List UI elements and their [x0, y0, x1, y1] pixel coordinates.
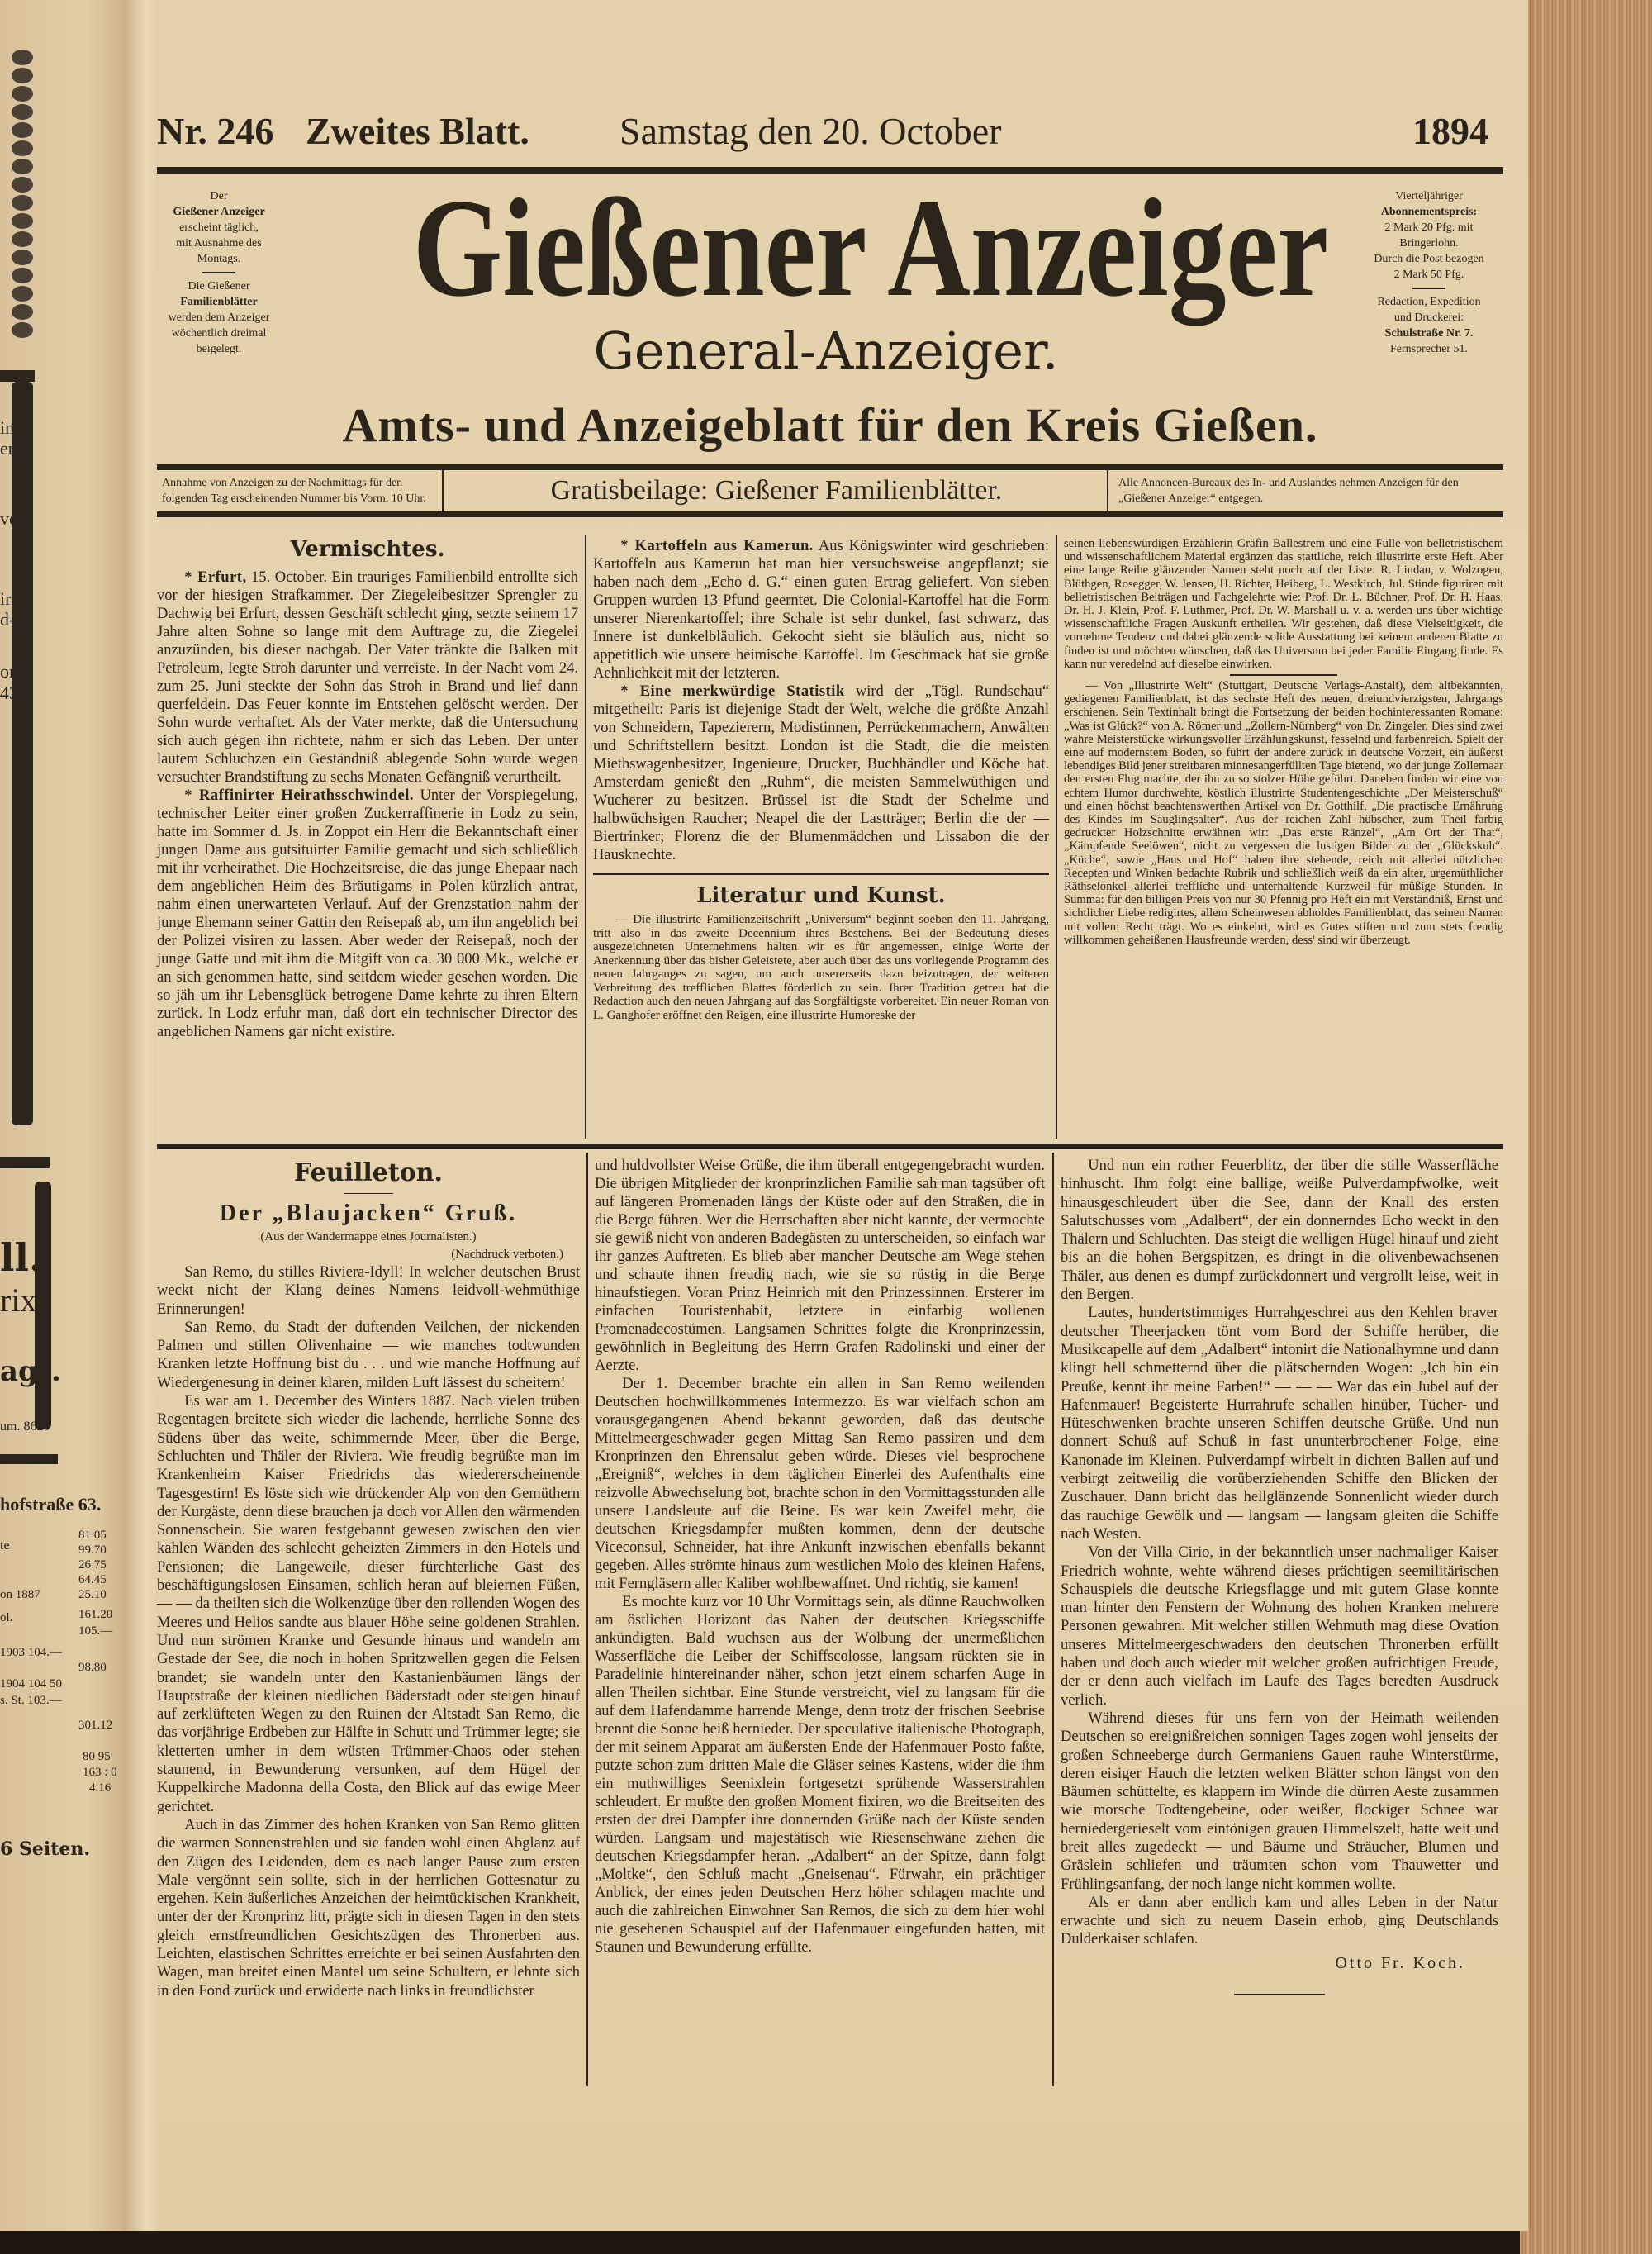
fragment: d- — [0, 609, 16, 630]
author-signature: Otto Fr. Koch. — [1335, 1953, 1465, 1972]
fragment: 161.20 — [78, 1608, 113, 1621]
news-item-text: wird der „Tägl. Rundschau“ mitgetheilt: Paris ist diejenige Stadt der Welt, welche die größte Anzahl von Schneidern, Tapezierern, Modistinnen, Perrückenmachern, Anwälten und Schriftstellern besitzt. London ist die Stadt, die die meisten Miethswagenbesitzer, Ingenieure, Drucker, Buchhändler und Köche hat. Amsterdam genießt den „Ruhm“, die meisten Sammelwüthigen und Wucherer zu besitzen. Brüssel ist die Stadt der Schelme und halbwüchsigen Raucher; Neapel die der Lastträger; Berlin die der — Biertrinker; Florenz die der Blumenmädchen und Lissabon die der Hausknechte. — [593, 683, 1050, 863]
fragment: 163 : 0 — [83, 1766, 117, 1779]
box-rule-top — [157, 464, 1503, 470]
border-bar-vertical — [12, 382, 33, 1125]
fragment: 26 75 — [78, 1558, 107, 1572]
newspaper-title: Gießener Anzeiger — [412, 170, 1329, 326]
column-divider — [586, 1153, 588, 2086]
info-line: erscheint täglich, — [179, 221, 259, 234]
info-line: und Druckerei: — [1393, 311, 1464, 324]
info-line: Abonnementspreis: — [1380, 206, 1478, 218]
review-paragraph: — Von „Illustrirte Welt“ (Stuttgart, Deutsche Verlags-Anstalt), dem altbekannten, gediegenen Familienblatt, ist das sechste Heft des neuen, dreiundvierzigsten, Jahrgangs erschienen. Sein Textinhalt bringt die Fortsetzung der beiden hochinteressanten Romane: „Was ist Glück?“ von A. Römer und „Zollern-Nürnberg“ von Dr. Zingeler. Dies sind zwei wahre Meisterstücke wirkungsvoller Erzählungskunst, fesselnd und farbenreich. Spielt der eine auf modernstem Boden, so führt der andere zurück in deutsche Vorzeit, ein äußerst lebendiges Bild jener streitbaren minnesangerfüllten Tage bietend, wo der junge Zollernaar den ersten Flug machte, der ihn zu so stolzer Höhe geführt. Daneben finden wir eine von echtem Humor durchwehte, köstlich illustrirte Studentengeschichte „Der Meisterschuß“ und einen höchst beachtenswerthen Artikel von Dr. Gotthilf, „Die practische Ernährung des Kindes im Säuglingsalter“. Aus der reichen Zahl hübscher, zum Theil farbig gedruckter Holzschnitte erwähnen wir: „Das erste Ränzel“, „Am Ort der That“, „Kämpfende Seelöwen“, nicht zu vergessen die lustigen Bilder zu der „Glückskuh“. „Küche“, sowie „Haus und Hof“ haben ihre stehende, reich mit allerlei nützlichen Recepten und Winken bedachte Rubrik und schließlich weiß da ein alter, urgemüthlicher Räthselonkel allerlei treffliche und unterhaltende Kurzweil für müßige Stunden. In Summa: für den billigen Preis von nur 30 Pfennig pro Heft ein mit Verständniß, Ernst und sichtlicher Liebe redigirtes, allem Scheinwesen abholdes Familienblatt, das seinen Namen mit vollem Recht trägt. Wo es einkehrt, wird es Gutes stiften und zum stets freudig willkommen geheißenen Hausfreunde werden, dess' sind wir überzeugt. — [1064, 679, 1503, 947]
fragment: hofstraße 63. — [0, 1494, 102, 1515]
review-paragraph: seinen liebenswürdigen Erzählerin Gräfin Ballestrem und eine Fülle von belletristischem und wissenschaftlichem Material ergänzen das stattliche, reich illustrirte erste Heft. Aber eine lange Reihe glänzender Namen steht noch auf der Liste: R. Lindau, v. Wolzogen, Blüthgen, Rosegger, W. Jensen, H. Richter, Heiberg, L. Westkirch, Jul. Stinde figuriren mit belletristischen Beiträgen und Fachgelehrte wie: Prof. Dr. L. Büchner, Prof. Dr. H. Haas, Dr. H. J. Klein, Prof. F. Luthmer, Prof. Dr. W. Marshall u. v. a. werden uns über wichtige wissenschaftliche Fragen Auskunft ertheilen. Wir gestehen, daß diese Vielseitigkeit, die vornehme Tendenz und dabei glänzende solide Ausstattung bei keinem anderen Blatte zu finden ist und möchten wünschen, daß das Universum bei jeder Familie Eingang finde. Es kann nur veredelnd auf dieselbe einwirken. — [1064, 537, 1503, 671]
box-rule-bottom — [157, 511, 1503, 517]
previous-page-edge — [0, 0, 124, 2231]
fragment: 81 05 — [78, 1529, 107, 1542]
ornamental-border — [12, 50, 33, 338]
info-line: 2 Mark 50 Pfg. — [1393, 269, 1464, 281]
news-item-text: Unter der Vorspiegelung, technischer Leiter einer großen Zuckerraffinerie in Lodz zu sein, hatte im Sommer d. Js. in Zoppot ein Herr die Bekanntschaft einer jungen Dame aus gutsituirter Familie gemacht und sich schließlich mit ihr verheirathet. Die Hochzeitsreise, die das junge Ehepaar nach dem angeblichen Heim des Bräutigams in Polen kürzlich antrat, nahm einen unerwarteten Verlauf. Auf der Grenzstation nahm der junge Ehemann seiner Gattin den Reisepaß ab, um ihn angeblich bei der Polizei visiren zu lassen. Aber weder der Reisepaß, noch der junge Gatte und mit ihm die Mitgift von ca. 30 000 Mk., welche er an sich genommen hatte, sind seitdem wieder gesehen worden. Die so jäh um ihr Lebensglück betrogene Dame kehrte zu ihren Eltern zurück. In Lodz erfuhr man, daß dort ein technischer Director des angeblichen Namens gar nicht existire. — [157, 787, 578, 1040]
column-divider — [1056, 535, 1057, 1139]
column-divider — [1052, 1153, 1054, 2086]
fragment: im — [0, 417, 20, 438]
story-paragraph: Es war am 1. December des Winters 1887. Nach vielen trüben Regentagen breitete sich wieder die lachende, herrliche Sonne des Südens über das weite, schimmernde Meer, über die Berge, Schluchten und Thäler der Riviera. Wie freudig begrüßte man im Krankenheim Kaiser Friedrichs das wiedererscheinende Tagesgestirn! Es löste sich wie drückender Alp von den Gemüthern der Kurgäste, denn diese brauchen ja doch vor Allen den wärmenden Sonnenschein. Sie waren festgebannt gewesen zwischen den vier kahlen Wänden des schlecht geheizten Zimmers in den Hotels und Pensionen; die Langeweile, dieser fürchterliche Gast des beschäftigungslosen Einsamen, schlich heran auf bleiernen Füßen, — — da theilten sich die Wolkenzüge über den rollenden Wogen des Meeres und Helios sandte aus blauer Höhe seine goldenen Strahlen. Und nun strömen Kranke und Gesunde hinaus und wandeln am Gestade der See, die noch in hohen Spritzwellen gegen die Felsen brandet; sie wandeln unter den Kastanienbäumen längs der Hauptstraße der kleinen niedlichen Bäderstadt oder steigen hinauf auf zerklüfteten Wegen zu den Ruinen der Altstadt San Remo, die das vorjährige Erdbeben zur Hälfte in Schutt und Trümmer legte; sie kletterten umher in dem wüsten Trümmer-Chaos oder stehen staunend, in Bewunderung versunken, auf dem Hügel der Kuppelkirche Madonna della Costa, den Blick auf das ewige Meer gerichtet. — [157, 1393, 580, 1815]
feuilleton-column-1 — [157, 1157, 580, 2000]
news-item-lead: * Raffinirter Heirathsschwindel. — [184, 787, 415, 804]
info-line: wöchentlich dreimal — [171, 327, 267, 340]
story-title: Der „Blaujacken“ Gruß. — [219, 1201, 518, 1226]
news-item — [157, 568, 578, 787]
free-supplement-notice: Gratisbeilage: Gießener Familienblätter. — [550, 475, 1003, 506]
fragment: en. — [0, 438, 22, 459]
fragment: 98.80 — [78, 1661, 107, 1674]
fragment: 25.10 — [78, 1588, 107, 1601]
fragment: on 1887 — [0, 1588, 40, 1601]
border-bar — [0, 370, 35, 382]
fragment: 1904 104 50 — [0, 1677, 62, 1690]
fragment: ag). — [0, 1355, 61, 1388]
fragment: 80 95 — [83, 1750, 111, 1763]
info-line: 2 Mark 20 Pfg. mit — [1384, 221, 1474, 234]
feuilleton-column-2 — [595, 1157, 1045, 1957]
info-line: Familienblätter — [180, 296, 258, 308]
info-line: Redaction, Expedition — [1377, 296, 1481, 308]
story-paragraph: Während dieses für uns fern von der Heimath weilenden Deutschen so ereignißreichen sonnigen Tages zogen wohl jenseits der großen Schneeberge durch Germaniens Gauen rauhe Winterstürme, deren eisiger Hauch die letzten welken Blätter schon längst von den Bäumen schüttelte, es klappern im Winde die dürren Aeste zusammen wie morsche Todtengebeine, oder weißer, flockiger Schnee war herniedergerieselt vom eintönigen grauen Himmelszelt, hatte weit und breit alles zugedeckt — und Bäume und Sträucher, Blumen und Gräslein schliefen und träumten schon vom Thauwetter und Frühlingsanfang, der noch lange nicht kommen wollte. — [1061, 1710, 1498, 1893]
fragment: von — [0, 508, 27, 529]
fragment: s. St. 103.— — [0, 1694, 62, 1707]
issue-number: Nr. 246 — [157, 110, 274, 152]
fragment: 301.12 — [78, 1719, 113, 1732]
border-bar — [0, 1157, 50, 1168]
news-item-text: 15. October. Ein trauriges Familienbild entrollte sich vor der hiesigen Strafkammer. Der Ziegeleibesitzer Sprengler zu Dachwig bei Erfurt, dessen Geschäft schlecht ging, setzte seinem 17 Jahre alten Sohne so lange mit dem Auftrage zu, die Ziegelei anzuzünden, bis dieser nachgab. Der Vater tränkte die Balken mit Petroleum, legte Stroh darunter und verreiste. In der Nacht vom 24. zum 25. Juni steckte der Sohn das Stroh in Brand und lief dann querfeldein. Das Feuer konnte im Entstehen gelöscht werden. Der Sohn wurde verhaftet. Als der Vater merkte, daß die Untersuchung sich auch gegen ihn richtete, nahm er sich das Leben. Der unter lautem Schluchzen ein Geständniß ablegende Sohn wurde wegen versuchter Brandstiftung zu sechs Monaten Gefängniß verurtheilt. — [157, 569, 578, 786]
info-line: Schulstraße Nr. 7. — [1384, 327, 1474, 340]
fragment: 6 Seiten. — [0, 1838, 91, 1860]
story-paragraph: Der 1. December brachte ein allen in San Remo weilenden Deutschen hochwillkommenes Intermezzo. Es war vielfach schon am vorausgegangenen Abend bekannt geworden, daß das deutsche Mittelmeergeschwader gegen Mittag San Remo passiren und dem Kronprinzen den Ehrensalut geben würde. Dieses viel besprochene „Ereigniß“, welches in dem täglichen Einerlei des Aufenthalts eine reizvolle Abwechselung bot, brachte schon in den Vormittagsstunden alle unsere Landsleute auf die Beine. Es war kein Zweifel mehr, die deutschen Kriegsdampfer mußten kommen, denn der deutsche Viceconsul, Schneider, hat ihre Ankunft inzwischen ebenfalls bekannt gegeben. Alles strömte hinaus zum westlichen Molo des kleinen Hafens, mit Ferngläsern aller Kaliber wohlbewaffnet. Und richtig, sie kamen! — [595, 1376, 1045, 1592]
agencies-notice: Alle Annoncen-Bureaux des In- und Auslandes nehmen Anzeigen für den „Gießener Anzeiger“ entgegen. — [1118, 477, 1459, 505]
fragment: irf — [0, 588, 17, 609]
column-vermischtes — [157, 535, 578, 1041]
feuilleton-column-3 — [1061, 1157, 1498, 1995]
news-item — [157, 787, 578, 1041]
reprint-notice: (Nachdruck verboten.) — [451, 1248, 563, 1261]
story-paragraph: Lautes, hundertstimmiges Hurrahgeschrei aus den Kehlen braver deutscher Theerjacken tönt vom Bord der Schiffe herüber, die Musikcapelle auf dem „Adalbert“ intonirt die Nationalhymne und dann klingt hell schmetternd über die plätschernden Wogen: „Ich bin ein Preuße, kennt ihr meine Farben!“ — — — War das ein Jubel auf der Hafenmauer! Begeisterte Hurrahrufe schallen hinüber, Tücher- und Hüteschwenken brachte unseren Schiffen deutsche Grüße. Und nun donnert Schuß auf Schuß in fast ununterbrochener Folge, eine Kanonade im Kleinen. Pulverdampf wirbelt in dichten Ballen auf und verbirgt zeitweilig die vorüberziehenden Schiffe den Blicken der Zuschauer. Dann bricht das hellglänzende Sonnenlicht wieder durch das rauchige Gewölk und — langsam — langsam gleiten die Schiffe nach Westen. — [1061, 1305, 1498, 1543]
info-line: Durch die Post bezogen — [1374, 253, 1484, 265]
info-line: Die Gießener — [188, 280, 250, 292]
info-line: mit Ausnahme des — [176, 237, 262, 250]
fragment: 99.70 — [78, 1543, 107, 1557]
border-bar — [0, 1454, 58, 1464]
subscription-info — [1355, 188, 1503, 357]
story-paragraph: Von der Villa Cirio, in der bekanntlich unser nachmaliger Kaiser Friedrich wohnte, wehte während dieses prächtigen seemilitärischen Schauspiels die deutsche Kriegsflagge und mit gutem Glase konnte man hinter den Fenstern der Wohnung des hohen Kranken mehrere Personen gewahren. Mit welcher stillen Wehmuth mag diese Ovation unseres Mittelmeergeschwaders den deutschen Thronerben erfüllt haben und doch auch wieder mit welcher großen aufrichtigen Freude, der er denn auch vielfach im Laufe des Tages beredten Ausdruck verlieh. — [1061, 1544, 1498, 1709]
binding-shadow — [0, 2231, 1520, 2254]
story-paragraph: San Remo, du stilles Riviera-Idyll! In welcher deutschen Brust weckt nicht der Klang deines Namens leidvoll-wehmüthige Erinnerungen! — [157, 1264, 580, 1318]
news-item-lead: * Erfurt, — [184, 569, 247, 586]
info-line: Der — [210, 190, 228, 202]
fragment: 43 — [0, 682, 18, 703]
ad-deadline-notice: Annahme von Anzeigen zu der Nachmittags für den folgenden Tag erscheinenden Nummer bis Vorm. 10 Uhr. — [162, 477, 426, 505]
sheet-label: Zweites Blatt. — [306, 110, 529, 152]
section-heading: Vermischtes. — [290, 537, 445, 562]
fragment: 4.16 — [89, 1781, 112, 1795]
fragment: 64.45 — [78, 1573, 107, 1586]
publication-info — [157, 188, 281, 357]
news-item — [593, 682, 1049, 864]
info-line: Montags. — [197, 253, 241, 265]
fragment: rix) — [0, 1282, 48, 1319]
story-paragraph: Und nun ein rother Feuerblitz, der über die stille Wasserfläche hinhuscht. Ihm folgt eine ballige, weiße Pulverdampfwolke, weit hinausgeschleudert über die See, dann der Knall des ersten Salutschusses vom „Adalbert“, der ein donnerndes Echo weckt in den Thälern und Schluchten. Das steigt die welligen Hügel hinauf und zieht bis an die hohen Bergspitzen, es dringt in die olivenbewachsenen Thäler, aus denen es dumpf zurückdonnert und vergrollt leise, weit in den Bergen. — [1061, 1158, 1498, 1304]
news-item-lead: * Eine merkwürdige Statistik — [620, 683, 845, 700]
news-item-lead: * Kartoffeln aus Kamerun. — [620, 538, 814, 554]
fragment: on — [0, 661, 18, 682]
section-heading: Literatur und Kunst. — [696, 883, 946, 908]
story-paragraph: und huldvollster Weise Grüße, die ihm überall entgegengebracht wurden. Die übrigen Mitglieder der kronprinzlichen Familie sah man tagsüber oft auf längeren Promenaden längs der Küste oder auf den Straßen, die in die Berge führen. Wer die Herrschaften aber nicht kannte, der vermochte sie gewiß nicht von anderen Badegästen zu unterscheiden, so einfach war ihr ganzes Auftreten. Es blieb aber mancher Deutsche am Wege stehen und schaute ihnen freudig nach, wie sie so rüstig in die Berge hinaufstiegen. Voran Prinz Heinrich mit den Prinzessinnen. Ersterer im einfachen Touristenhabit, letztere in einfarbig wollenen Promenadecostümen. Langsamen Schrittes folgte die Kronprinzessin, gewöhnlich in Begleitung des Herrn Grafen Radolinski und einer der Aerzte. — [595, 1158, 1045, 1374]
news-item — [593, 537, 1049, 682]
newspaper-subtitle: General-Anzeiger. — [593, 321, 1059, 381]
column-divider — [585, 535, 586, 1139]
page-stack-edge — [1516, 0, 1652, 2254]
issue-date: Samstag den 20. October — [620, 110, 1002, 152]
column-middle — [593, 537, 1049, 1022]
issue-year: 1894 — [1412, 110, 1488, 152]
info-line: beigelegt. — [196, 343, 242, 355]
story-subtitle: (Aus der Wandermappe eines Journalisten.) — [260, 1230, 477, 1244]
section-rule — [157, 1144, 1503, 1149]
newspaper-page — [157, 0, 1528, 2231]
fragment: ol. — [0, 1611, 13, 1624]
info-line: Bringerlohn. — [1399, 237, 1459, 250]
info-line: Gießener Anzeiger — [173, 206, 265, 218]
story-paragraph: Es mochte kurz vor 10 Uhr Vormittags sein, als dünne Rauchwolken am östlichen Horizont das Nahen der deutschen Kriegsschiffe ankündigten. Bald wuchsen aus der Wölbung der unermeßlichen Wasserfläche die Leiber der Schiffscolosse, langsam rückten sie in Paradelinie hintereinander näher, schon jetzt einem scharfen Auge in allen Theilen sichtbar. Eine Stunde verstreicht, viel zu langsam für die auf dem Hafendamme harrende Menge, denn trotz der frischen Seebrise brennt die Sonne heiß hernieder. Der speculative italienische Photograph, der mit seinem Apparat am äußersten Ende der Hafenmauer Posto faßte, putzte schon zum dritten Male die Gläser seines Kastens, wider die ihm ein muthwilliges Seenixlein fortgesetzt sprühende Wasserstrahlen schleudert. Er mußte den großen Moment fixiren, wo die Breitseiten des ersten der drei Dampfer ihre donnernden Grüße nach der Küste senden würden. Langsam und majestätisch wie Riesenschwäne ziehen die deutschen Kriegsdampfer heran. „Adalbert“ an der Spitze, dann folgt „Moltke“, den Schluß macht „Gneisenau“. Fürwahr, ein prächtiger Anblick, der eines jeden Deutschen Herz höher schlagen machte und auch die zahlreichen Einwohner San Remos, die sich zu dem hier wohl nie gesehenen Schauspiel auf der Hafenmauer eingefunden hatten, mit Staunen und Bewunderung erfüllte. — [595, 1594, 1045, 1956]
news-item-text: Aus Königswinter wird geschrieben: Kartoffeln aus Kamerun hat man hier versuchsweise angepflanzt; sie haben nach dem „Echo d. G.“ einen guten Ertrag geliefert. Von sieben Gruppen wurden 13 Pfund geerntet. Die Colonial-Kartoffel hat die Form unserer Nierenkartoffel; ihre Schale ist sehr dunkel, fast schwarz, das Innere ist dunkelbläulich. Gekocht sieht sie bläulich aus, nicht so appetitlich wie unsere heimische Kartoffel. Im Geschmack hat sie große Aehnlichkeit mit der letzteren. — [593, 538, 1049, 682]
story-paragraph: San Remo, du Stadt der duftenden Veilchen, der nickenden Palmen und stillen Olivenhaine — wie manches todtwunden Kranken letzte Hoffnung bist du . . . und wie manche Hoffnung auf Wiedergenesung in deiner klaren, milden Luft lässest du scheitern! — [157, 1319, 580, 1391]
fragment: 105.— — [78, 1624, 113, 1638]
review-paragraph: — Die illustrirte Familienzeitschrift „Universum“ beginnt soeben den 11. Jahrgang, tritt also in das zweite Decennium ihres Bestehens. Bei der Bedeutung dieses ausgezeichneten Unternehmens halten wir es für angemessen, einige Worte der Anerkennung über das bisher Geleistete, aber auch über das uns vorliegende Programm des neuen Jahrganges zu sagen, um auch unsererseits dazu beizutragen, der weiteren Verbreitung des trefflichen Blattes förderlich zu sein. Ihrer Tradition getreu hat die Redaction auch den neuen Jahrgang auf das Sorgfältigste vorbereitet. Ein neuer Roman von L. Ganghofer eröffnet den Reigen, eine illustrirte Humoreske der — [593, 913, 1049, 1022]
fragment: 1903 104.— — [0, 1646, 62, 1659]
story-paragraph: Als er dann aber endlich kam und alles Leben in der Natur erwachte und sich zu neuem Dasein erhob, ging Deutschlands Dulderkaiser schlafen. — [1061, 1894, 1498, 1948]
fragment: um. 8620 — [0, 1419, 50, 1434]
feuilleton-heading: Feuilleton. — [294, 1158, 443, 1187]
story-paragraph: Auch in das Zimmer des hohen Kranken von San Remo glitten die warmen Sonnenstrahlen und sie fanden wohl einen Abglanz auf den Zügen des Leidenden, dem es nach langer Pause zum ersten Male vergönnt sein sollte, sich in der herrlichen Gottesnatur zu ergehen. Kein äußerliches Anzeichen der heimtückischen Krankheit, unter der der Kronprinz litt, prägte sich in diesen Tagen in den stets gleich ernstfreundlichen Gesichtszügen des Thronerben aus. Leichten, elastischen Schrittes erreichte er bei seinen Ausfahrten den Wagen, man breitet einen Mantel um seine Schultern, er lehnte sich in den Fond zurück und erwiderte nach links in freundlichster — [157, 1816, 580, 2000]
fragment: ll. — [0, 1235, 42, 1280]
info-line: Vierteljähriger — [1395, 190, 1463, 202]
info-line: Fernsprecher 51. — [1389, 343, 1469, 355]
fragment: te — [0, 1538, 10, 1553]
column-right — [1064, 537, 1503, 947]
info-line: werden dem Anzeiger — [168, 311, 270, 324]
tagline: Amts- und Anzeigeblatt für den Kreis Gießen. — [342, 398, 1318, 452]
